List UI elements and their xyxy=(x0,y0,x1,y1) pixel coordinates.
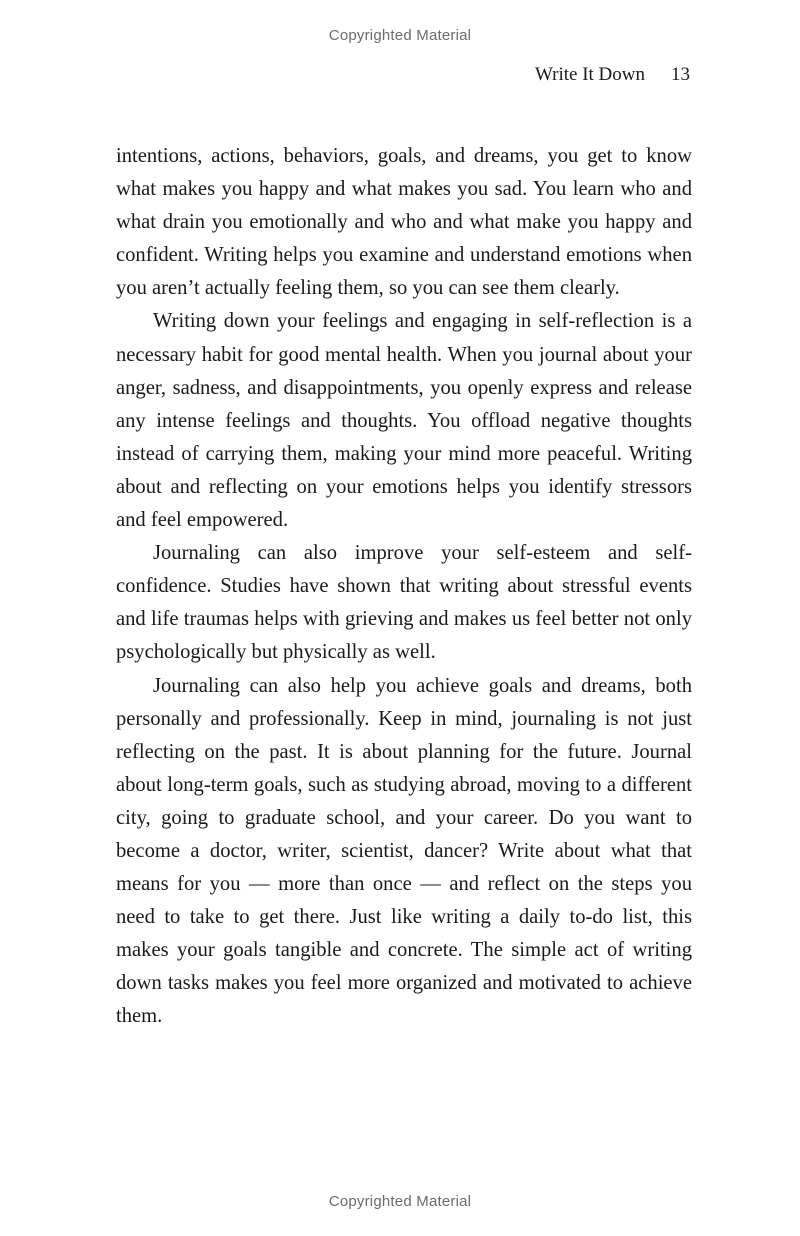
running-head xyxy=(535,64,690,86)
body-text xyxy=(116,140,692,1034)
paragraph-continued: intentions, actions, behaviors, goals, and dreams, you get to know what makes you happy and what makes you sad. You learn who and what drain you emotionally and who and what make you happy and confident. Writing helps you examine and understand emotions when you aren’t actually feeling them, so you can see them clearly. xyxy=(116,145,692,300)
paragraph: Writing down your feelings and engaging in self-reflection is a necessary habit for good mental health. When you journal about your anger, sadness, and disappointments, you openly express and release any intense feelings and thoughts. You offload negative thoughts instead of carrying them, making your mind more peaceful. Writing about and reflecting on your emotions helps you identify stressors and feel empowered. xyxy=(116,310,692,532)
paragraph: Journaling can also help you achieve goals and dreams, both personally and professionally. Keep in mind, journaling is not just reflecting on the past. It is about planning for the future. Journal about long-term goals, such as studying abroad, moving to a different city, going to graduate school, and your career. Do you want to become a doctor, writer, scientist, dancer? Write about what that means for you — more than once — and reflect on the steps you need to take to get there. Just like writing a daily to-do list, this makes your goals tangible and concrete. The simple act of writing down tasks makes you feel more organized and motivated to achieve them. xyxy=(116,674,692,1028)
paragraph: Journaling can also improve your self-esteem and self-confidence. Studies have shown that writing about stressful events and life traumas helps with grieving and makes us feel better not only psychologically but physically as well. xyxy=(116,542,692,664)
copyright-watermark-top: Copyrighted Material xyxy=(328,27,472,44)
chapter-title: Write It Down xyxy=(534,64,645,85)
copyright-watermark-bottom: Copyrighted Material xyxy=(328,1193,472,1210)
page-number: 13 xyxy=(671,64,690,85)
